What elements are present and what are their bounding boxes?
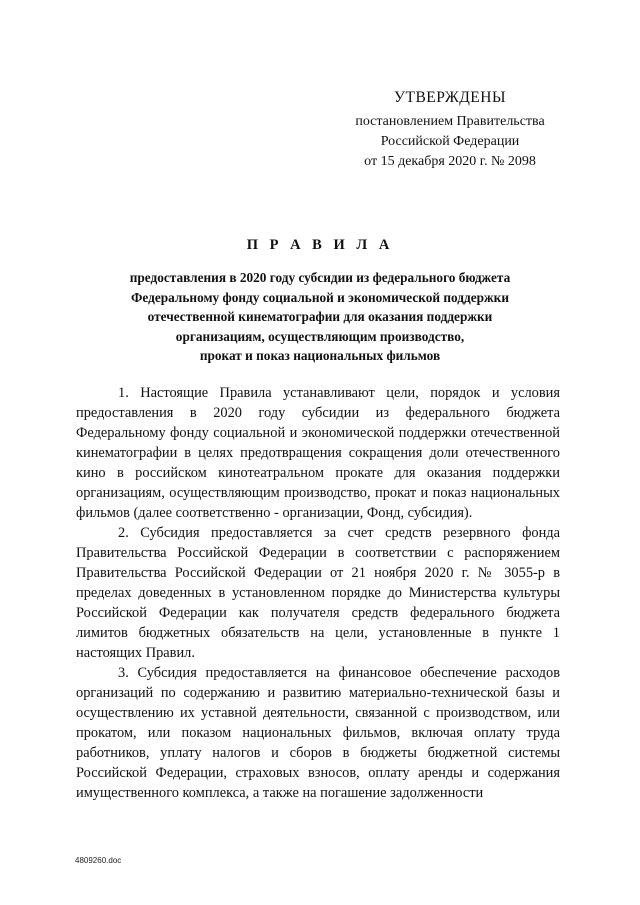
subtitle-line-4: организациям, осуществляющим производство, <box>175 328 465 344</box>
subtitle-line-5: прокат и показ национальных фильмов <box>199 348 441 363</box>
document-title: П Р А В И Л А <box>246 237 394 253</box>
subtitle-line-2: Федеральному фонду социальной и экономической поддержки <box>130 289 509 305</box>
subtitle-line-3: отечественной кинематографии для оказания поддержки <box>147 309 493 324</box>
subtitle-line-1: предоставления в 2020 году субсидии из федерального бюджета <box>129 270 511 285</box>
paragraph-1: 1. Настоящие Правила устанавливают цели, порядок и условия предоставления в 2020 году субсидии из федерального бюджета Федеральному фонду социальной и экономической поддержки отечественной кинематографии в целях предотвращения сокращения доли отечественного кино в российском кинотеатральном прокате для оказания поддержки организациям, осуществляющим производство, прокат и показ национальных фильмов (далее соответственно - организации, Фонд, субсидия). <box>76 385 560 521</box>
document-body <box>76 383 560 803</box>
file-code: 4809260.doc <box>75 856 122 865</box>
approval-line-1: постановлением Правительства <box>355 114 545 129</box>
approval-line-2: Российской Федерации <box>380 134 520 149</box>
document-heading <box>70 237 570 366</box>
paragraph-3: 3. Субсидия предоставляется на финансовое обеспечение расходов организаций по содержанию и развитию материально-технической базы и осуществлению их уставной деятельности, связанной с производством, или прокатом, или показом национальных фильмов, включая оплату труда работников, уплату налогов и сборов в бюджеты бюджетной системы Российской Федерации, страховых взносов, оплату аренды и содержания имущественного комплекса, а также на погашение задолженности <box>76 665 560 801</box>
paragraph-2: 2. Субсидия предоставляется за счет средств резервного фонда Правительства Российской Федерации в соответствии с распоряжением Правительства Российской Федерации от 21 ноября 2020 г. № 3055-р в пределах доведенных в установленном порядке до Министерства культуры Российской Федерации как получателя средств федерального бюджета лимитов бюджетных обязательств на цели, установленные в пункте 1 настоящих Правил. <box>76 525 560 661</box>
approval-block <box>340 88 560 172</box>
approval-title: УТВЕРЖДЕНЫ <box>394 89 506 106</box>
approval-date-line: от 15 декабря 2020 г. № 2098 <box>364 154 536 169</box>
